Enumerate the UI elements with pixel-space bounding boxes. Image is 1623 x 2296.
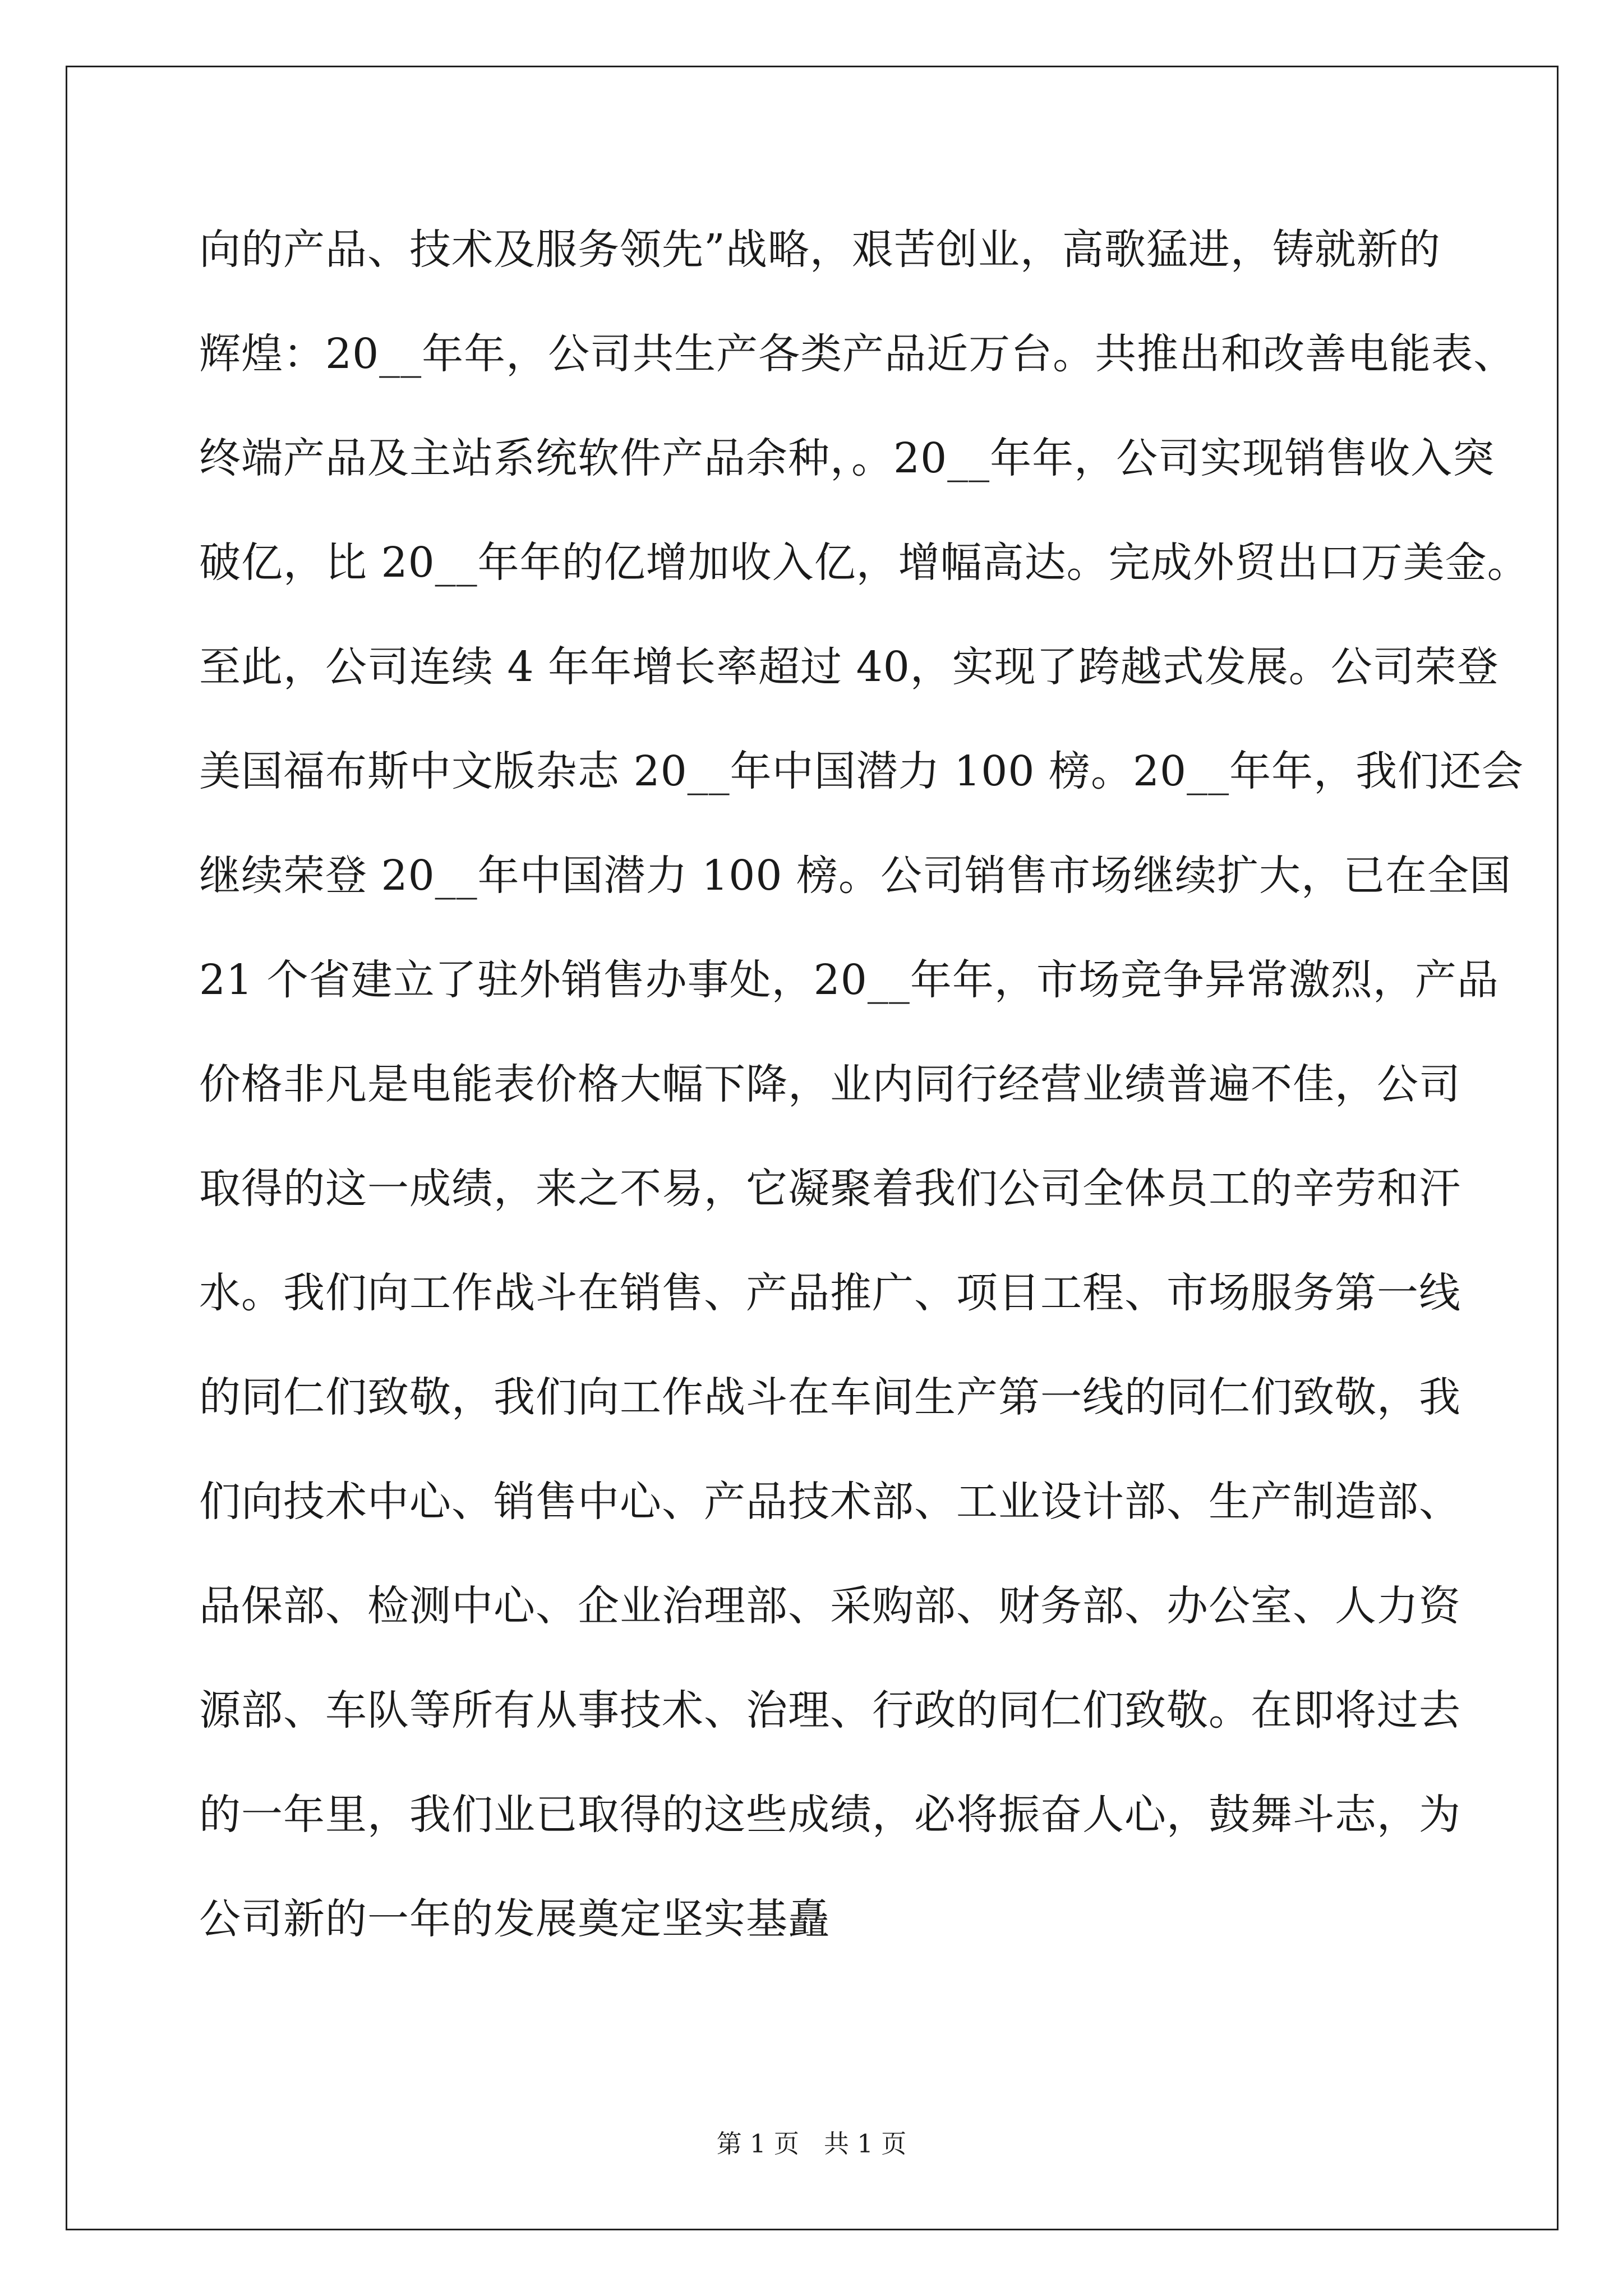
text-line: 继续荣登 20__年中国潜力 100 榜。公司销售市场继续扩大，已在全国 [199, 852, 1511, 900]
text-line: 源部、车队等所有从事技术、治理、行政的同仁们致敬。在即将过去 [199, 1686, 1461, 1734]
page-footer [0, 2127, 1623, 2161]
text-line: 的同仁们致敬，我们向工作战斗在车间生产第一线的同仁们致敬，我 [199, 1373, 1461, 1421]
text-line: 公司新的一年的发展奠定坚实基矗 [199, 1895, 830, 1943]
page-number-total: 共 1 页 [824, 2129, 907, 2159]
text-line: 21 个省建立了驻外销售办事处，20__年年，市场竞争异常激烈，产品 [199, 956, 1499, 1004]
text-line: 水。我们向工作战斗在销售、产品推广、项目工程、市场服务第一线 [199, 1269, 1461, 1317]
text-line: 破亿，比 20__年年的亿增加收入亿，增幅高达。完成外贸出口万美金。 [199, 539, 1529, 587]
text-line: 终端产品及主站系统软件产品余种，。20__年年，公司实现销售收入突 [199, 434, 1495, 482]
text-line: 品保部、检测中心、企业治理部、采购部、财务部、办公室、人力资 [199, 1582, 1461, 1630]
text-line: 至此，公司连续 4 年年增长率超过 40，实现了跨越式发展。公司荣登 [199, 643, 1499, 691]
text-line: 辉煌：20__年年，公司共生产各类产品近万台。共推出和改善电能表、 [199, 330, 1516, 378]
text-line: 取得的这一成绩，来之不易，它凝聚着我们公司全体员工的辛劳和汗 [199, 1165, 1461, 1213]
text-line: 向的产品、技术及服务领先”战略，艰苦创业，高歌猛进，铸就新的 [199, 226, 1441, 274]
page-number-current: 第 1 页 [716, 2129, 799, 2159]
text-line: 们向技术中心、销售中心、产品技术部、工业设计部、生产制造部、 [199, 1478, 1461, 1526]
body-paragraph [199, 212, 1529, 1986]
text-line: 的一年里，我们业已取得的这些成绩，必将振奋人心，鼓舞斗志，为 [199, 1791, 1461, 1839]
text-line: 价格非凡是电能表价格大幅下降，业内同行经营业绩普遍不佳，公司 [199, 1060, 1461, 1108]
text-line: 美国福布斯中文版杂志 20__年中国潜力 100 榜。20__年年，我们还会 [199, 747, 1524, 795]
